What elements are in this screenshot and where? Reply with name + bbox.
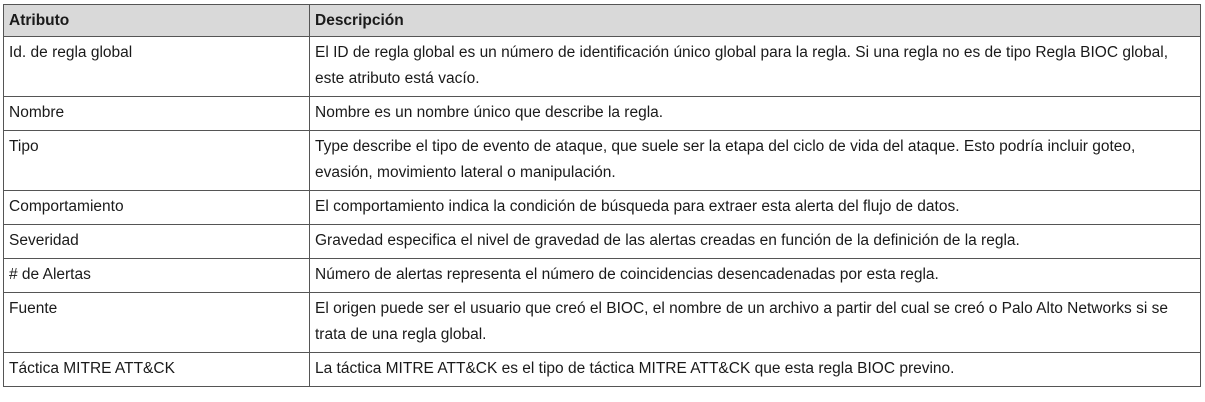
cell-description: El origen puede ser el usuario que creó el BIOC, el nombre de un archivo a partir del cual se creó o Palo Alto Networks si se trata de una regla global. [310, 293, 1201, 353]
header-attribute: Atributo [4, 5, 310, 37]
table-header-row [4, 5, 1201, 37]
cell-attribute: Id. de regla global [4, 37, 310, 97]
table-row [4, 37, 1201, 97]
cell-attribute: Severidad [4, 225, 310, 259]
cell-attribute: Nombre [4, 97, 310, 131]
header-description: Descripción [310, 5, 1201, 37]
cell-attribute: Fuente [4, 293, 310, 353]
table-row [4, 97, 1201, 131]
cell-description: Número de alertas representa el número de coincidencias desencadenadas por esta regla. [310, 259, 1201, 293]
table-row [4, 131, 1201, 191]
attribute-table [3, 4, 1201, 387]
cell-description: El comportamiento indica la condición de búsqueda para extraer esta alerta del flujo de datos. [310, 191, 1201, 225]
table-row [4, 225, 1201, 259]
cell-description: Type describe el tipo de evento de ataque, que suele ser la etapa del ciclo de vida del ataque. Esto podría incluir goteo, evasión, movimiento lateral o manipulación. [310, 131, 1201, 191]
cell-attribute: Comportamiento [4, 191, 310, 225]
cell-attribute: Tipo [4, 131, 310, 191]
cell-description: La táctica MITRE ATT&CK es el tipo de táctica MITRE ATT&CK que esta regla BIOC previno. [310, 353, 1201, 387]
table-row [4, 259, 1201, 293]
cell-attribute: # de Alertas [4, 259, 310, 293]
cell-description: El ID de regla global es un número de identificación único global para la regla. Si una regla no es de tipo Regla BIOC global, este atributo está vacío. [310, 37, 1201, 97]
cell-description: Nombre es un nombre único que describe la regla. [310, 97, 1201, 131]
table-row [4, 353, 1201, 387]
cell-description: Gravedad especifica el nivel de gravedad de las alertas creadas en función de la definición de la regla. [310, 225, 1201, 259]
table-row [4, 293, 1201, 353]
table-row [4, 191, 1201, 225]
cell-attribute: Táctica MITRE ATT&CK [4, 353, 310, 387]
